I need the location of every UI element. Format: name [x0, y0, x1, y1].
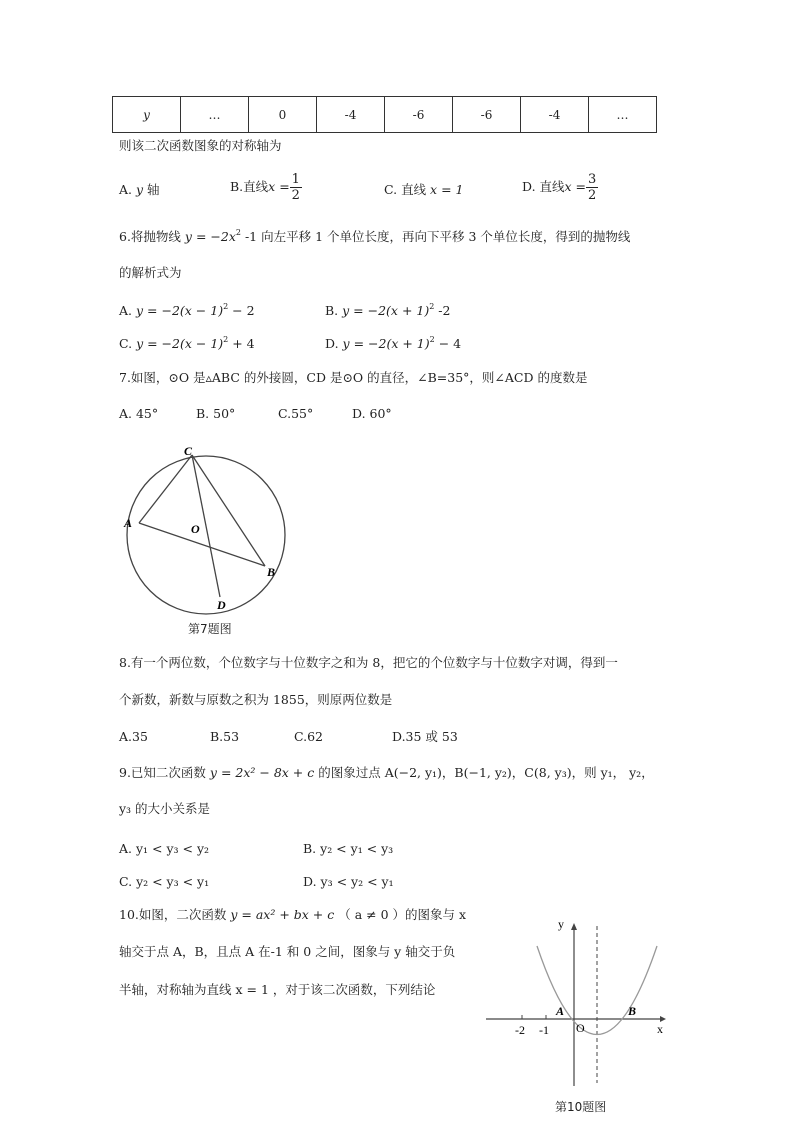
label-c: C — [184, 444, 193, 458]
q5-stem: 则该二次函数图象的对称轴为 — [119, 138, 282, 153]
table-cell: -4 — [521, 97, 589, 133]
q6-option-d: D. $y = -2(x + 1)^2 - 4$ — [325, 335, 462, 351]
q6-option-c: C. $y = -2(x - 1)^2 + 4$ — [119, 335, 255, 351]
table-cell: … — [181, 97, 249, 133]
q6-line2: 的解析式为 — [119, 265, 182, 280]
table-row — [113, 97, 657, 133]
value-table — [112, 96, 657, 133]
q8-option-c: C.62 — [294, 729, 323, 744]
point-b-label: B — [628, 1004, 637, 1018]
q7-stem: 7.如图，⊙O 是▵ABC 的外接圆，CD 是⊙O 的直径，∠B=35°，则∠ACD 的度数是 — [119, 370, 588, 385]
label-a: A — [124, 516, 133, 530]
parabola-figure — [480, 918, 670, 1093]
table-cell: -4 — [317, 97, 385, 133]
q7-option-c: C.55° — [278, 406, 314, 421]
label-b: B — [267, 565, 276, 579]
q8-line2: 个新数，新数与原数之积为 1855，则原两位数是 — [119, 692, 393, 707]
q8-option-d: D.35 或 53 — [392, 729, 458, 744]
table-cell: -6 — [385, 97, 453, 133]
q5-option-c: C. 直线 x = 1 — [384, 182, 464, 197]
table-cell: -6 — [453, 97, 521, 133]
q9-option-a: A. y₁ < y₃ < y₂ — [119, 841, 210, 856]
point-a-label: A — [556, 1004, 565, 1018]
segment-ab — [139, 523, 265, 566]
q5-option-b: B.直线 x = $\frac{1}{2}$ — [230, 172, 300, 203]
q5-option-d: D. 直线 x = $\frac{3}{2}$ — [522, 172, 597, 203]
y-axis-label: y — [558, 918, 564, 931]
q10-line2: 轴交于点 A，B，且点 A 在-1 和 0 之间，图象与 y 轴交于负 — [119, 944, 456, 959]
table-cell: … — [589, 97, 657, 133]
circle-figure — [110, 435, 290, 645]
label-d: D — [217, 598, 226, 612]
x-axis-label: x — [657, 1022, 663, 1036]
q8-option-b: B.53 — [210, 729, 240, 744]
q9-line2: y₃ 的大小关系是 — [119, 801, 211, 816]
y-axis-arrow-icon — [571, 923, 577, 930]
q10-line1: 10.如图，二次函数 y = ax² + bx + c （ a ≠ 0 ）的图象与 x — [119, 907, 467, 922]
origin-label: O — [576, 1021, 585, 1035]
circle-o — [127, 456, 285, 614]
figure10-caption: 第10题图 — [555, 1100, 607, 1114]
q6-line1: 6.将抛物线 $y = -2x^2$ -1 向左平移 1 个单位长度，再向下平移 3 个单位长度，得到的抛物线 — [119, 228, 631, 244]
q9-option-c: C. y₂ < y₃ < y₁ — [119, 874, 210, 889]
label-o: O — [191, 522, 200, 536]
q6-option-b: B. $y = -2(x + 1)^2$ -2 — [325, 302, 451, 318]
q9-line1: 9.已知二次函数 y = 2x² − 8x + c 的图象过点 A(−2, y₁)，B(−1, y₂)，C(8, y₃)，则 y₁， y₂， — [119, 765, 654, 780]
q9-option-d: D. y₃ < y₂ < y₁ — [303, 874, 394, 889]
table-cell: y — [113, 97, 181, 133]
q10-line3: 半轴，对称轴为直线 x = 1 ，对于该二次函数，下列结论 — [119, 982, 436, 997]
tick-label-minus-2: -2 — [515, 1023, 525, 1037]
q8-line1: 8.有一个两位数，个位数字与十位数字之和为 8，把它的个位数字与十位数字对调，得到一 — [119, 655, 618, 670]
segment-ac — [139, 455, 192, 523]
q7-option-b: B. 50° — [196, 406, 236, 421]
q5-option-a: A. y 轴 — [119, 182, 160, 197]
q6-option-a: A. $y = -2(x - 1)^2 - 2$ — [119, 302, 255, 318]
q7-option-a: A. 45° — [119, 406, 159, 421]
figure7-caption: 第7题图 — [188, 622, 232, 636]
q8-option-a: A.35 — [119, 729, 148, 744]
table-cell: 0 — [249, 97, 317, 133]
q9-option-b: B. y₂ < y₁ < y₃ — [303, 841, 394, 856]
q7-option-d: D. 60° — [352, 406, 392, 421]
tick-label-minus-1: -1 — [539, 1023, 549, 1037]
